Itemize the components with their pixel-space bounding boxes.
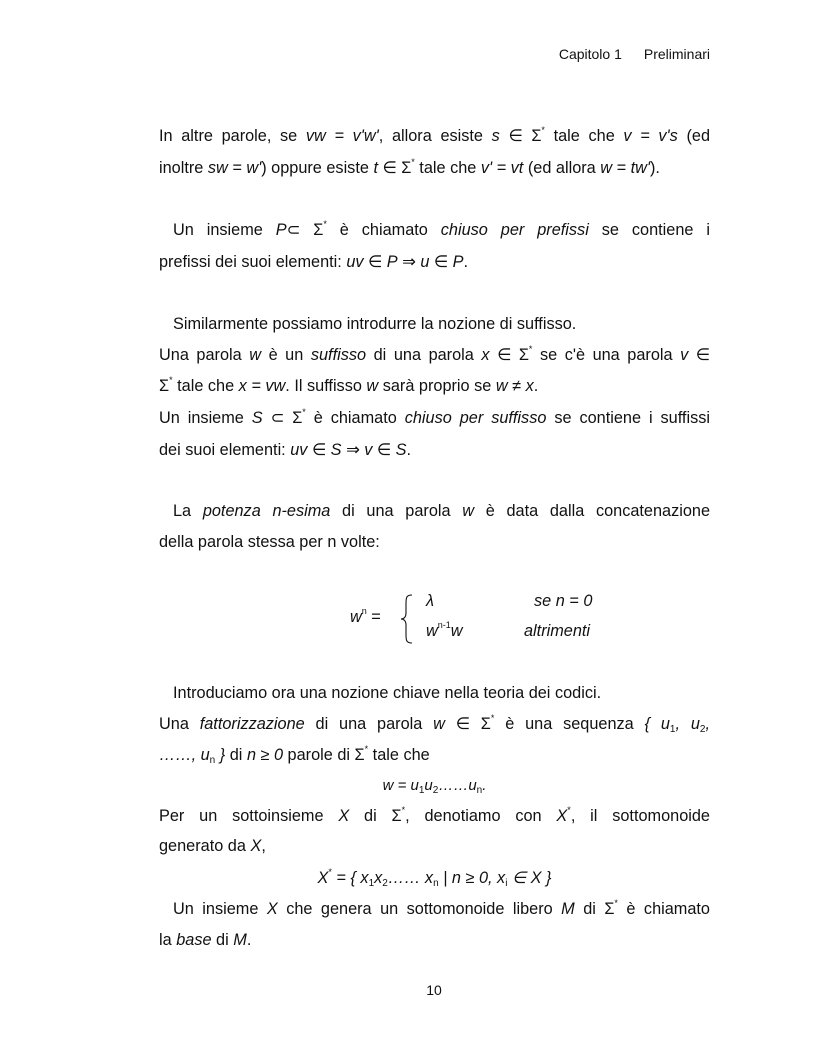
p5-line-6: generato da X, bbox=[159, 837, 266, 855]
p5-line-7-submonoid: X* = { $x_1x_2\dots\dots$ $x_n$ | n ≥ 0, $x_i$ ∈ X } bbox=[317, 867, 552, 889]
chapter-number: Capitolo 1 bbox=[558, 46, 622, 62]
running-header bbox=[559, 46, 710, 62]
p5-line-1: Introduciamo ora una nozione chiave nella teoria dei codici. bbox=[173, 684, 602, 702]
formula-lhs: $w^n$ = bbox=[350, 606, 381, 626]
p3-line-5: dei suoi elementi: uv ∈ S ⇒ v ∈ S. bbox=[159, 441, 412, 459]
formula-case1-condition: se n = 0 bbox=[534, 592, 593, 610]
power-definition-formula bbox=[350, 590, 620, 650]
p3-line-2: Una parola w è un suffisso di una parola x ∈ Σ* se c'è una parola v ∈ bbox=[159, 344, 710, 364]
p3-line-3: Σ* tale che x = vw. Il suffisso w sarà proprio se w ≠ x. bbox=[159, 375, 539, 395]
p5-line-3: ……, $u_n$ } di n ≥ 0 parole di Σ* tale che bbox=[159, 744, 430, 766]
p2-line-1: Un insieme P⊂ Σ* è chiamato chiuso per prefissi se contiene i bbox=[173, 219, 711, 239]
formula-case2-condition: altrimenti bbox=[524, 622, 591, 640]
page-number: 10 bbox=[426, 982, 442, 998]
p2-line-2: prefissi dei suoi elementi: uv ∈ P ⇒ u ∈ P. bbox=[159, 253, 469, 271]
formula-case2-value: $w^{n-1}w$ bbox=[426, 620, 463, 640]
p1-line-2: inoltre sw = w') oppure esiste t ∈ Σ* tale che v' = vt (ed allora w = tw'). bbox=[159, 157, 660, 177]
p4-line-2: della parola stessa per n volte: bbox=[159, 533, 380, 551]
p5-line-8: Un insieme X che genera un sottomonoide libero M di Σ* è chiamato bbox=[173, 898, 710, 918]
p5-line-5: Per un sottoinsieme X di Σ*, denotiamo con X*, il sottomonoide bbox=[159, 805, 710, 825]
p5-line-9: la base di M. bbox=[159, 931, 252, 949]
formula-case1-value: λ bbox=[426, 592, 435, 610]
p3-line-1: Similarmente possiamo introdurre la nozione di suffisso. bbox=[173, 315, 577, 333]
p5-line-2: Una fattorizzazione di una parola w ∈ Σ* è una sequenza { $u_1$, $u_2$, bbox=[159, 713, 710, 735]
left-brace-icon bbox=[400, 594, 414, 644]
p4-line-1: La potenza n-esima di una parola w è data dalla concatenazione bbox=[173, 502, 710, 520]
p3-line-4: Un insieme S ⊂ Σ* è chiamato chiuso per suffisso se contiene i suffissi bbox=[159, 407, 710, 427]
p5-line-4-factorization: $w = u_1u_2\dots\dots u_n$. bbox=[382, 777, 487, 796]
chapter-title: Preliminari bbox=[643, 46, 710, 62]
p1-line-1: In altre parole, se vw = v'w', allora esiste s ∈ Σ* tale che v = v's (ed bbox=[159, 125, 710, 145]
